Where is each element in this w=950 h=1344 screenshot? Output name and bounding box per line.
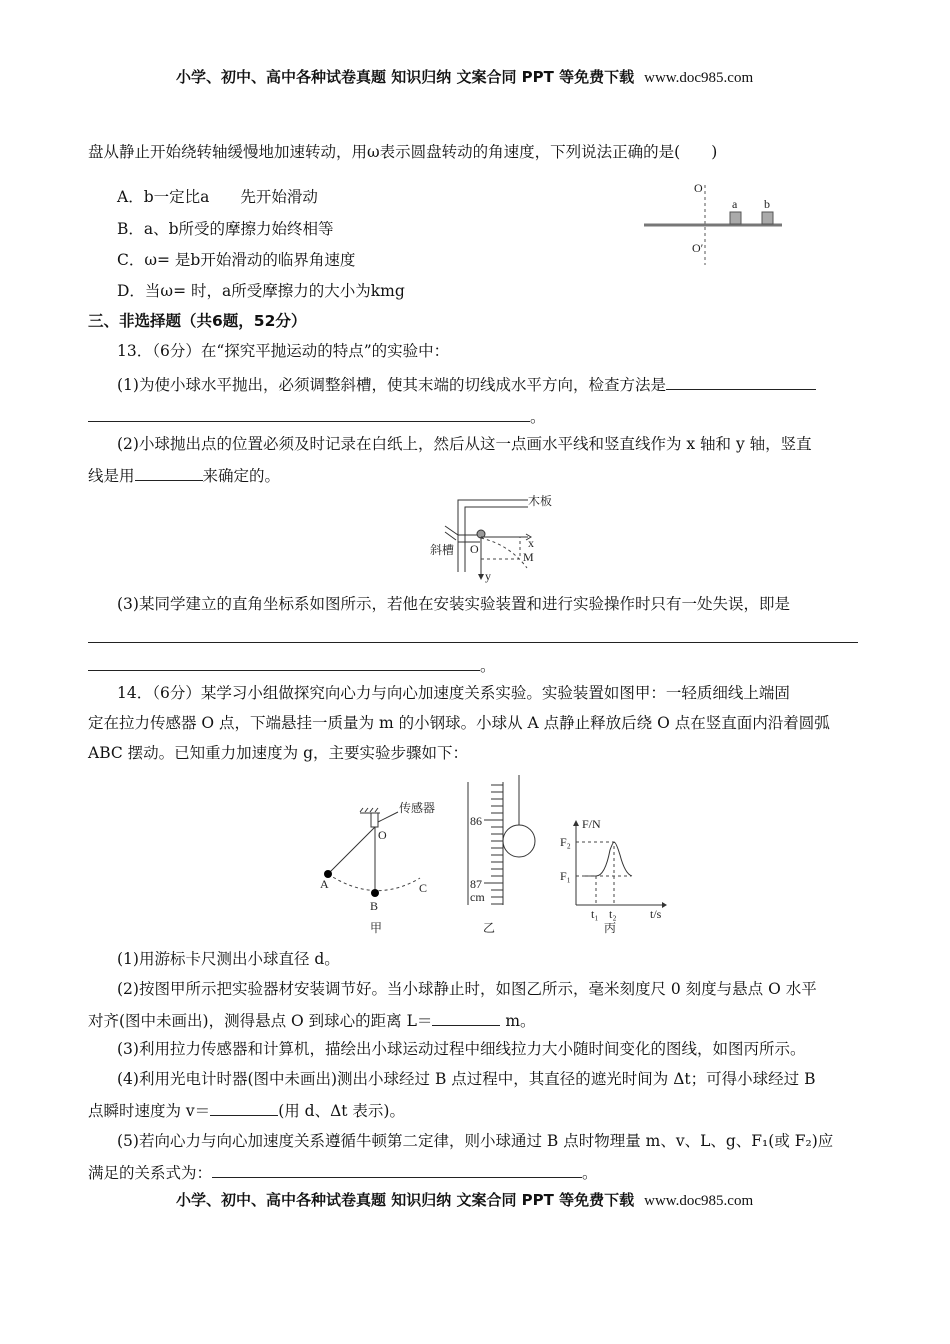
q12-option-d: D．当ω= 时，a所受摩擦力的大小为kmg	[117, 282, 405, 300]
answer-blank[interactable]	[432, 1009, 500, 1026]
q14-step2: (2)按图甲所示把实验器材安装调节好。当小球静止时，如图乙所示，毫米刻度尺 0 刻度与悬点 O 水平	[117, 980, 817, 998]
q12-option-b: B．a、b所受的摩擦力始终相等	[117, 220, 334, 238]
label-c: C	[419, 881, 428, 895]
page-header	[176, 67, 753, 88]
y-axis-label: F/N	[582, 817, 601, 831]
caption-jia: 甲	[370, 921, 383, 935]
page-footer	[176, 1190, 753, 1211]
figure-jia	[320, 800, 435, 935]
label-a: A	[320, 877, 329, 891]
tick-86: 86	[470, 814, 482, 828]
label-y: y	[485, 569, 491, 583]
label-f1: F₁	[560, 869, 571, 883]
section-title: 三、非选择题（共6题，52分）	[88, 312, 307, 330]
footer-url: www.doc985.com	[644, 1193, 754, 1209]
q14-step2-cont	[88, 1009, 536, 1031]
answer-blank[interactable]	[212, 1161, 582, 1178]
q14-step1: (1)用游标卡尺测出小球直径 d。	[117, 950, 340, 968]
q14-step4: (4)利用光电计时器(图中未画出)测出小球经过 B 点过程中，其直径的遮光时间为 Δt；可得小球经过 B	[117, 1070, 816, 1088]
label-b: B	[370, 899, 379, 913]
q13-part3-cont	[88, 626, 858, 648]
label-m: M	[523, 550, 534, 564]
label-sensor: 传感器	[399, 801, 436, 815]
label-chute: 斜槽	[430, 543, 455, 557]
q13-part1-cont	[88, 405, 546, 427]
disc-figure	[640, 180, 790, 270]
q13-part2-cont	[88, 464, 280, 486]
q14-step4-cont	[88, 1099, 405, 1121]
tick-87: 87	[470, 877, 482, 891]
text: m。	[500, 1012, 536, 1030]
q14-line1: 14．（6分）某学习小组做探究向心力与向心加速度关系实验。实验装置如图甲：一轻质细线上端固	[117, 684, 790, 702]
text: 。	[582, 1164, 598, 1182]
pendulum-figures	[320, 770, 680, 942]
answer-blank[interactable]	[210, 1099, 278, 1116]
label-board: 木板	[528, 494, 553, 508]
x-axis-label: t/s	[650, 907, 662, 921]
q14-step5-cont	[88, 1161, 598, 1183]
answer-blank[interactable]	[88, 654, 480, 671]
text: (用 d、Δt 表示)。	[278, 1102, 405, 1120]
label-a: a	[732, 197, 738, 211]
q13-part2: (2)小球抛出点的位置必须及时记录在白纸上，然后从这一点画水平线和竖直线作为 x 轴和 y 轴，竖直	[117, 435, 812, 453]
label-f2: F₂	[560, 835, 571, 849]
label-o-prime: O′	[692, 241, 704, 255]
text: 线是用	[88, 467, 135, 485]
caption-bing: 丙	[604, 921, 617, 935]
q14-line2: 定在拉力传感器 O 点，下端悬挂一质量为 m 的小钢球。小球从 A 点静止释放后绕 O 点在竖直面内沿着圆弧	[88, 714, 830, 732]
q13-part1	[117, 373, 816, 395]
period: 。	[480, 657, 496, 675]
label-t2: t₂	[609, 907, 617, 921]
answer-blank[interactable]	[88, 405, 530, 422]
q14-step5: (5)若向心力与向心加速度关系遵循牛顿第二定律，则小球通过 B 点时物理量 m、v、L、g、F₁(或 F₂)应	[117, 1132, 834, 1150]
answer-blank[interactable]	[666, 373, 816, 390]
q13-intro: 13．（6分）在“探究平抛运动的特点”的实验中：	[117, 342, 450, 360]
text: 对齐(图中未画出)，测得悬点 O 到球心的距离 L＝	[88, 1012, 433, 1030]
q14-step3: (3)利用拉力传感器和计算机，描绘出小球运动过程中细线拉力大小随时间变化的图线，如图丙所示。	[117, 1040, 806, 1058]
text: 满足的关系式为：	[88, 1164, 213, 1182]
projectile-figure	[410, 490, 580, 585]
header-url: www.doc985.com	[644, 70, 754, 86]
figure-yi	[468, 775, 535, 935]
label-b: b	[764, 197, 770, 211]
answer-blank[interactable]	[88, 626, 858, 643]
text: 来确定的。	[202, 467, 281, 485]
q14-line3: ABC 摆动。已知重力加速度为 g，主要实验步骤如下：	[88, 744, 469, 762]
header-text: 小学、初中、高中各种试卷真题 知识归纳 文案合同 PPT 等免费下载	[176, 68, 635, 86]
q12-option-c: C．ω= 是b开始滑动的临界角速度	[117, 251, 356, 269]
q13-part1-text: (1)为使小球水平抛出，必须调整斜槽，使其末端的切线成水平方向，检查方法是	[117, 376, 666, 394]
footer-text: 小学、初中、高中各种试卷真题 知识归纳 文案合同 PPT 等免费下载	[176, 1191, 635, 1209]
label-t1: t₁	[591, 907, 599, 921]
q12-stem: 盘从静止开始绕转轴缓慢地加速转动，用ω表示圆盘转动的角速度，下列说法正确的是( )	[88, 143, 718, 161]
text: 点瞬时速度为 v＝	[88, 1102, 211, 1120]
unit-cm: cm	[470, 890, 485, 904]
caption-yi: 乙	[483, 921, 496, 935]
period: 。	[530, 408, 546, 426]
label-x: x	[528, 536, 534, 550]
label-o: O	[470, 542, 479, 556]
q13-part3: (3)某同学建立的直角坐标系如图所示，若他在安装实验装置和进行实验操作时只有一处失误，即是	[117, 595, 790, 613]
answer-blank[interactable]	[135, 464, 203, 481]
q12-option-a: A．b一定比a 先开始滑动	[117, 188, 318, 206]
label-o: O	[694, 181, 703, 195]
label-o: O	[378, 828, 387, 842]
q13-part3-cont2	[88, 654, 496, 676]
figure-bing	[560, 817, 667, 935]
